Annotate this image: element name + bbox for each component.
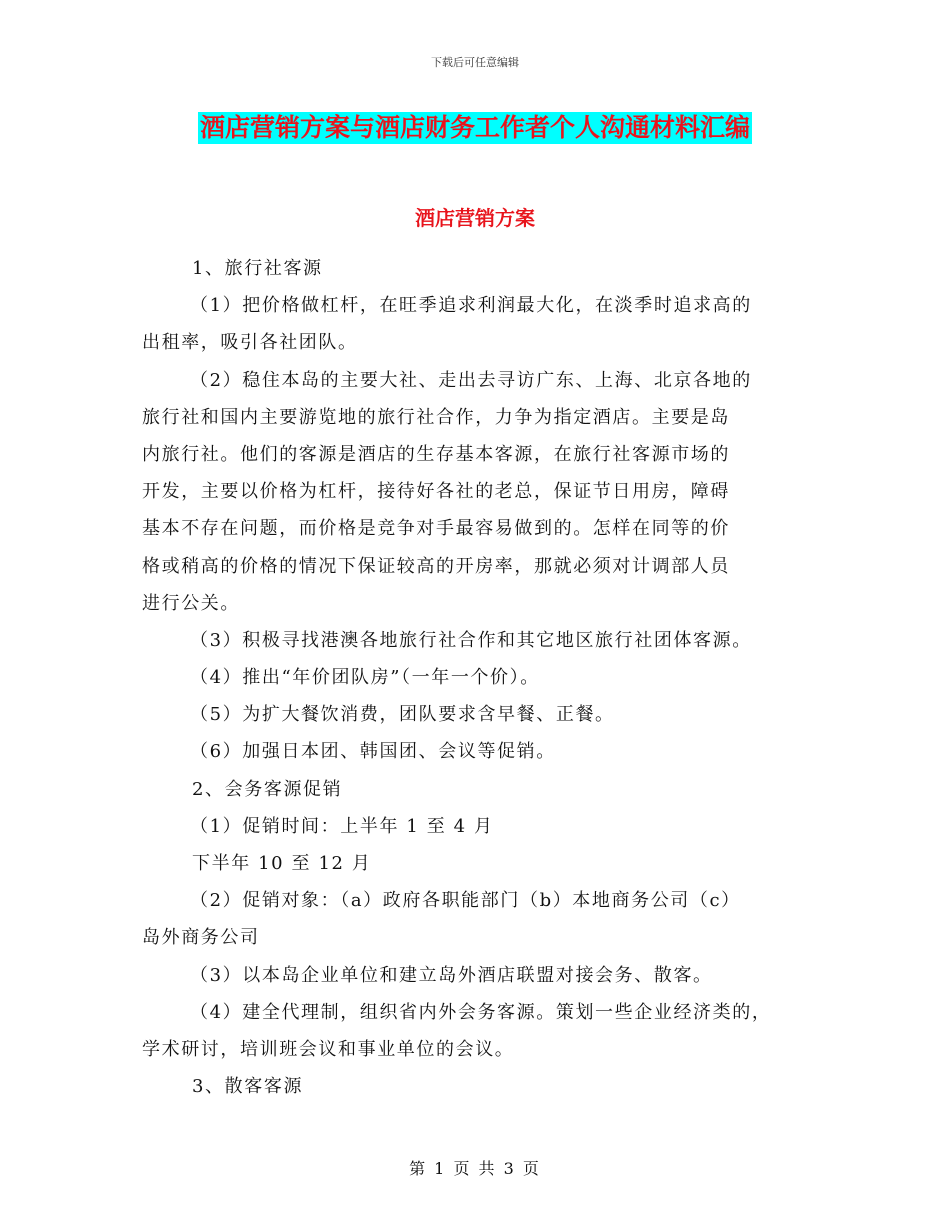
header-note: 下载后可任意编辑 — [431, 56, 519, 69]
body-line: （1）促销时间：上半年 1 至 4 月 — [190, 815, 494, 837]
body-line: （3）以本岛企业单位和建立岛外酒店联盟对接会务、散客。 — [190, 964, 713, 986]
body-line: 学术研讨，培训班会议和事业单位的会议。 — [142, 1038, 515, 1060]
body-line: 出租率，吸引各社团队。 — [142, 332, 358, 354]
body-line: 内旅行社。他们的客源是酒店的生存基本客源，在旅行社客源市场的 — [142, 443, 730, 465]
document-body — [142, 250, 812, 1105]
body-line: 进行公关。 — [142, 592, 240, 614]
body-line: 下半年 10 至 12 月 — [192, 853, 372, 874]
page-footer: 第 1 页 共 3 页 — [409, 1159, 541, 1178]
section-title: 酒店营销方案 — [415, 206, 535, 230]
body-line: 2、会务客源促销 — [192, 778, 343, 800]
body-line: 岛外商务公司 — [142, 927, 260, 949]
body-line: 3、散客客源 — [192, 1076, 304, 1098]
body-line: （5）为扩大餐饮消费，团队要求含早餐、正餐。 — [190, 704, 615, 726]
body-line: 开发，主要以价格为杠杆，接待好各社的老总，保证节日用房，障碍 — [142, 481, 730, 503]
body-line: 1、旅行社客源 — [192, 258, 323, 279]
body-line: （6）加强日本团、韩国团、会议等促销。 — [190, 741, 556, 763]
body-line: （3）积极寻找港澳各地旅行社合作和其它地区旅行社团体客源。 — [190, 629, 752, 651]
document-title: 酒店营销方案与酒店财务工作者个人沟通材料汇编 — [199, 113, 750, 142]
body-line: （2）促销对象：（a）政府各职能部门（b）本地商务公司（c） — [190, 890, 741, 912]
main-title-container — [0, 112, 950, 144]
body-line: 格或稍高的价格的情况下保证较高的开房率，那就必须对计调部人员 — [142, 555, 730, 577]
body-line: （4）建全代理制，组织省内外会务客源。策划一些企业经济类的， — [190, 1001, 772, 1023]
body-line: 旅行社和国内主要游览地的旅行社合作，力争为指定酒店。主要是岛 — [142, 406, 730, 428]
body-line: （1）把价格做杠杆，在旺季追求利润最大化，在淡季时追求高的 — [190, 295, 752, 317]
body-line: 基本不存在问题，而价格是竞争对手最容易做到的。怎样在同等的价 — [142, 518, 730, 540]
body-line: （2）稳住本岛的主要大社、走出去寻访广东、上海、北京各地的 — [190, 369, 752, 391]
body-line: （4）推出“年价团队房”（一年一个价）。 — [190, 667, 540, 689]
